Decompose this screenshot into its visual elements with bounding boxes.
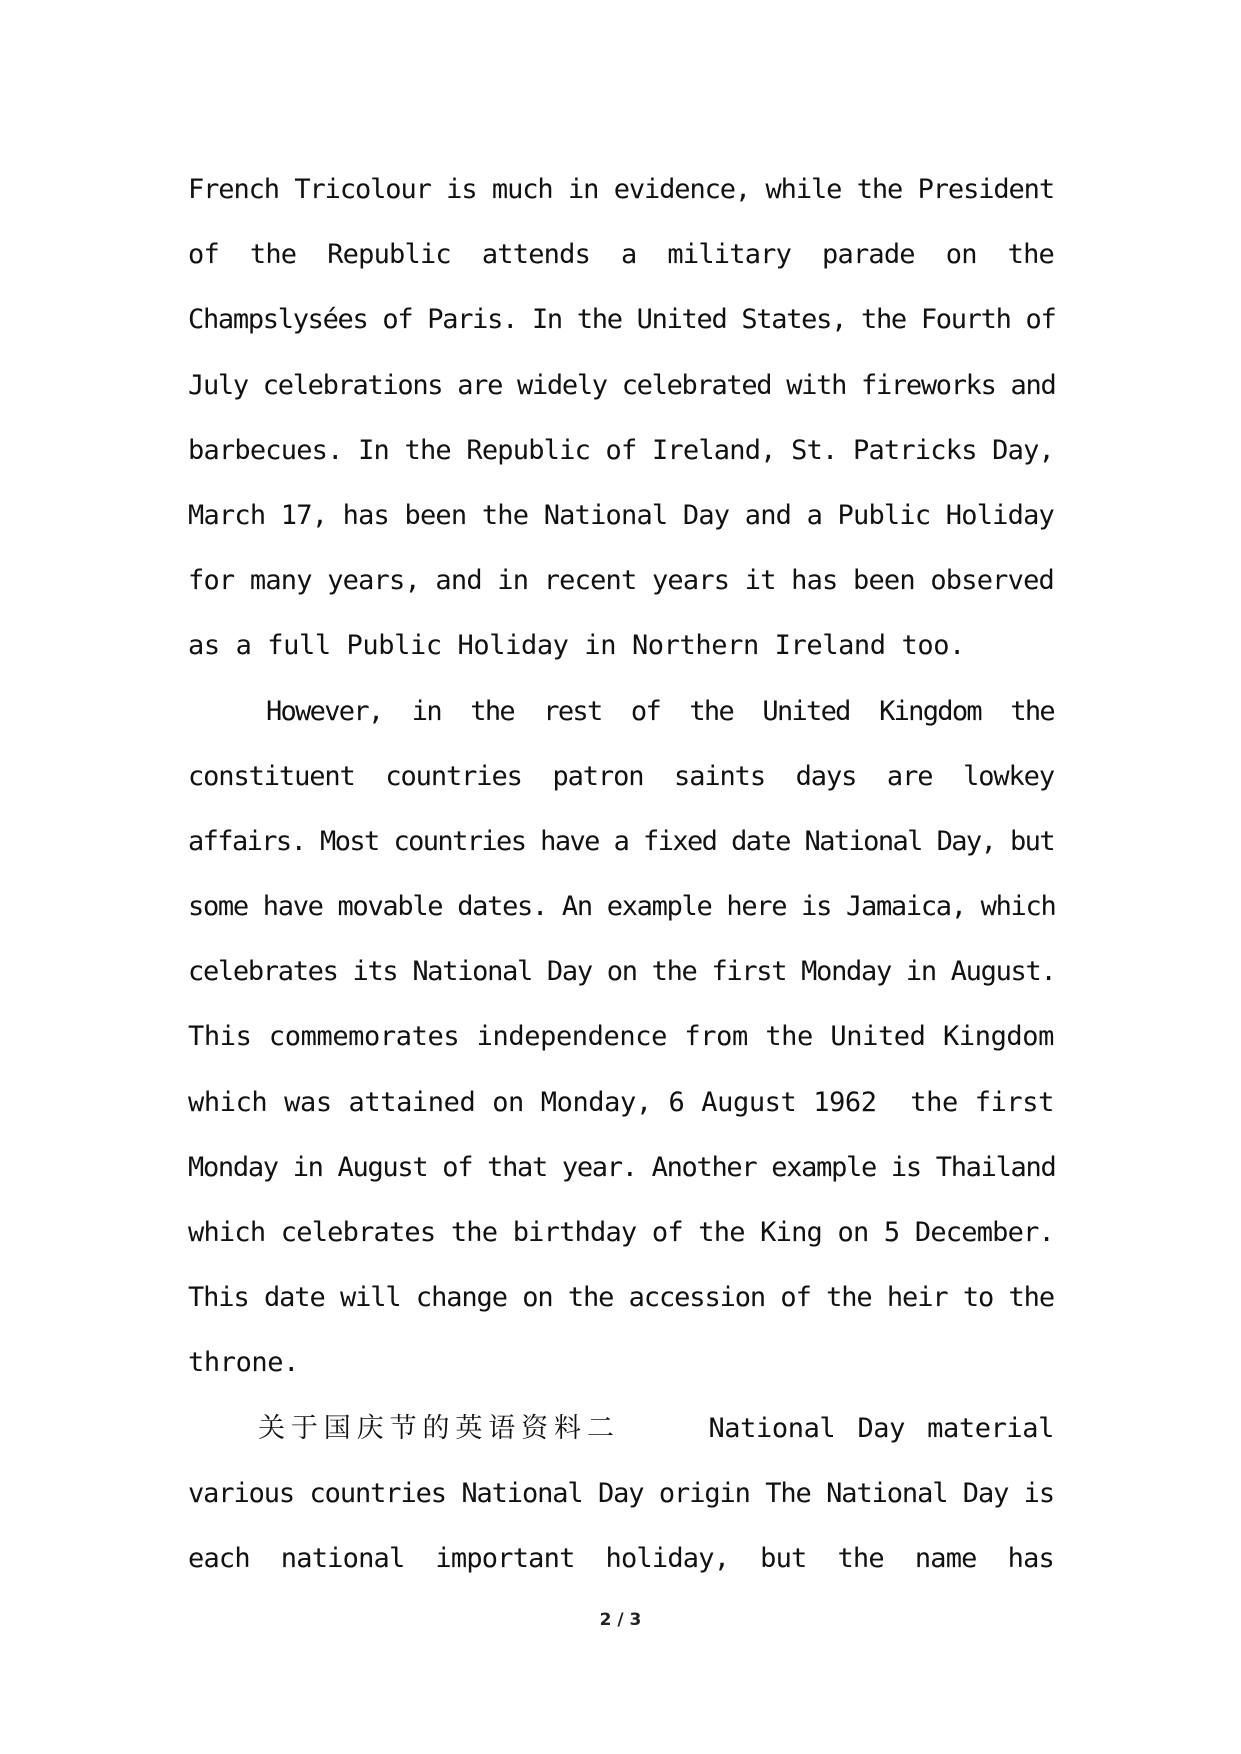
paragraph-1 (188, 157, 1054, 679)
text-line: However, in the rest of the United Kingdom the (266, 695, 1054, 727)
text-line: as a full Public Holiday in Northern Ireland too. (188, 630, 965, 662)
page-number: 2 / 3 (599, 1610, 642, 1630)
text-line: Monday in August of that year. Another example is Thailand (188, 1151, 1056, 1183)
text-line: French Tricolour is much in evidence, while the President (188, 174, 1054, 205)
text-line: Champslysées of Paris. In the United States, the Fourth of (188, 304, 1056, 336)
text-line: affairs. Most countries have a fixed date National Day, but (188, 825, 1054, 857)
text-line: some have movable dates. An example here is Jamaica, which (188, 891, 1056, 923)
text-line: for many years, and in recent years it has been observed (188, 565, 1054, 597)
text-line: March 17, has been the National Day and a Public Holiday (188, 499, 1054, 531)
text-line: barbecues. In the Republic of Ireland, St. Patricks Day, (188, 434, 1054, 466)
text-line: 关于国庆节的英语资料二 National Day material (258, 1412, 1054, 1444)
body-text (188, 157, 1054, 1591)
paragraph-3 (188, 1396, 1054, 1592)
text-line: This commemorates independence from the United Kingdom (188, 1021, 1054, 1053)
paragraph-2 (188, 679, 1054, 1396)
text-line: of the Republic attends a military parade on the (188, 239, 1054, 271)
text-line: July celebrations are widely celebrated with fireworks and (188, 369, 1056, 401)
text-line: constituent countries patron saints days are lowkey (188, 760, 1054, 792)
text-line: celebrates its National Day on the first Monday in August. (188, 956, 1056, 988)
text-line: This date will change on the accession of the heir to the (188, 1282, 1054, 1314)
text-line: each national important holiday, but the name has (188, 1542, 1054, 1574)
text-line: various countries National Day origin The National Day is (188, 1477, 1054, 1509)
text-line: which was attained on Monday, 6 August 1962 the first (188, 1086, 1054, 1118)
text-line: throne. (188, 1347, 299, 1379)
text-line: which celebrates the birthday of the King on 5 December. (188, 1217, 1054, 1248)
